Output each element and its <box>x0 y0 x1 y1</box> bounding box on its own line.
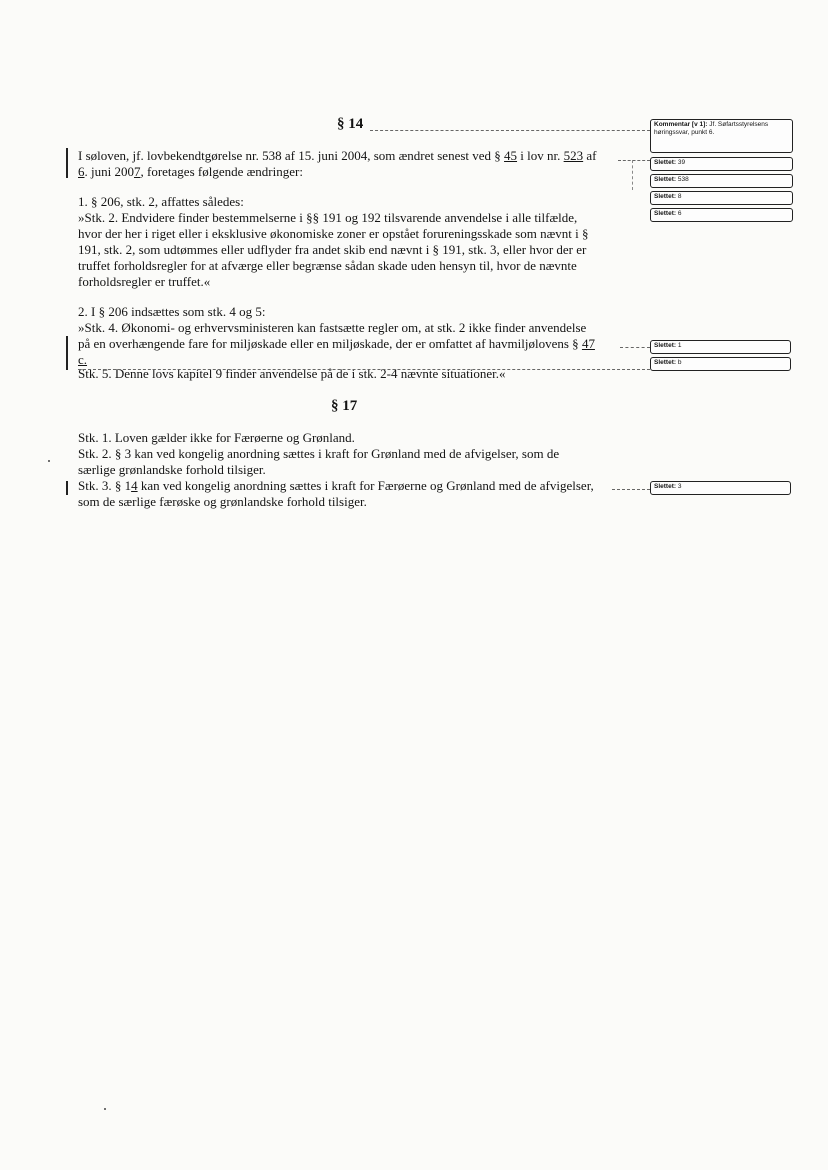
deleted-leader <box>618 160 650 161</box>
scan-speck <box>48 460 50 462</box>
change-bar <box>66 481 68 495</box>
item-1-line: forholdsregler er truffet.« <box>78 274 211 289</box>
deleted-leader <box>612 489 650 490</box>
item-2-line: Stk. 5. Denne lovs kapitel 9 finder anvendelse på de i stk. 2-4 nævnte situationer.« <box>78 366 506 381</box>
intro-line-1: I søloven, jf. lovbekendtgørelse nr. 538 af 15. juni 2004, som ændret senest ved § 45 i lov nr. 523 af <box>78 148 597 163</box>
deleted-balloon[interactable]: Slettet: 538 <box>650 174 793 188</box>
comment-balloon[interactable]: Kommentar [v 1]: Jf. Søfartsstyrelsens høringssvar, punkt 6. <box>650 119 793 153</box>
change-bar <box>66 148 68 178</box>
intro-line-2: 6. juni 2007, foretages følgende ændringer: <box>78 164 303 179</box>
deleted-leader <box>78 369 650 370</box>
section-17-title: § 17 <box>331 398 358 414</box>
item-1-line: »Stk. 2. Endvidere finder bestemmelserne i §§ 191 og 192 tilsvarende anvendelse i alle tilfælde, <box>78 210 578 225</box>
item-1-line: truffet forholdsregler for at afværge eller begrænse sådan skade uden hensyn til, hvor de nævnte <box>78 258 577 273</box>
item-1-heading: 1. § 206, stk. 2, affattes således: <box>78 194 244 209</box>
deleted-leader <box>620 347 650 348</box>
section-17-line: som de særlige færøske og grønlandske forhold tilsiger. <box>78 494 367 509</box>
item-2-heading: 2. I § 206 indsættes som stk. 4 og 5: <box>78 304 266 319</box>
deleted-balloon[interactable]: Slettet: 3 <box>650 481 791 495</box>
deleted-balloon[interactable]: Slettet: 39 <box>650 157 793 171</box>
item-2-line: »Stk. 4. Økonomi- og erhvervsministeren kan fastsætte regler om, at stk. 2 ikke finder anvendelse <box>78 320 587 335</box>
deleted-balloon[interactable]: Slettet: 1 <box>650 340 791 354</box>
comment-leader <box>370 130 650 131</box>
section-17-line: Stk. 1. Loven gælder ikke for Færøerne og Grønland. <box>78 430 355 445</box>
scan-speck <box>104 1108 106 1110</box>
item-2-line: c. <box>78 352 88 367</box>
section-17-line: Stk. 3. § 14 kan ved kongelig anordning sættes i kraft for Færøerne og Grønland med de afvigelser, <box>78 478 594 493</box>
section-14-title: § 14 <box>337 116 364 132</box>
deleted-leader <box>632 160 633 190</box>
deleted-balloon[interactable]: Slettet: 6 <box>650 208 793 222</box>
section-17-line: særlige grønlandske forhold tilsiger. <box>78 462 266 477</box>
item-1-line: 191, stk. 2, som udtømmes eller udflyder fra andet skib end nævnt i § 191, stk. 3, eller hvor der er <box>78 242 587 257</box>
item-2-line: på en overhængende fare for miljøskade eller en miljøskade, der er omfattet af havmiljølovens § 47 <box>78 336 595 351</box>
deleted-balloon[interactable]: Slettet: b <box>650 357 791 371</box>
item-1-line: hvor der her i riget eller i eksklusive økonomiske zoner er opstået forureningsskade som nævnt i § <box>78 226 589 241</box>
section-17-line: Stk. 2. § 3 kan ved kongelig anordning sættes i kraft for Grønland med de afvigelser, som de <box>78 446 560 461</box>
change-bar <box>66 336 68 370</box>
deleted-balloon[interactable]: Slettet: 8 <box>650 191 793 205</box>
